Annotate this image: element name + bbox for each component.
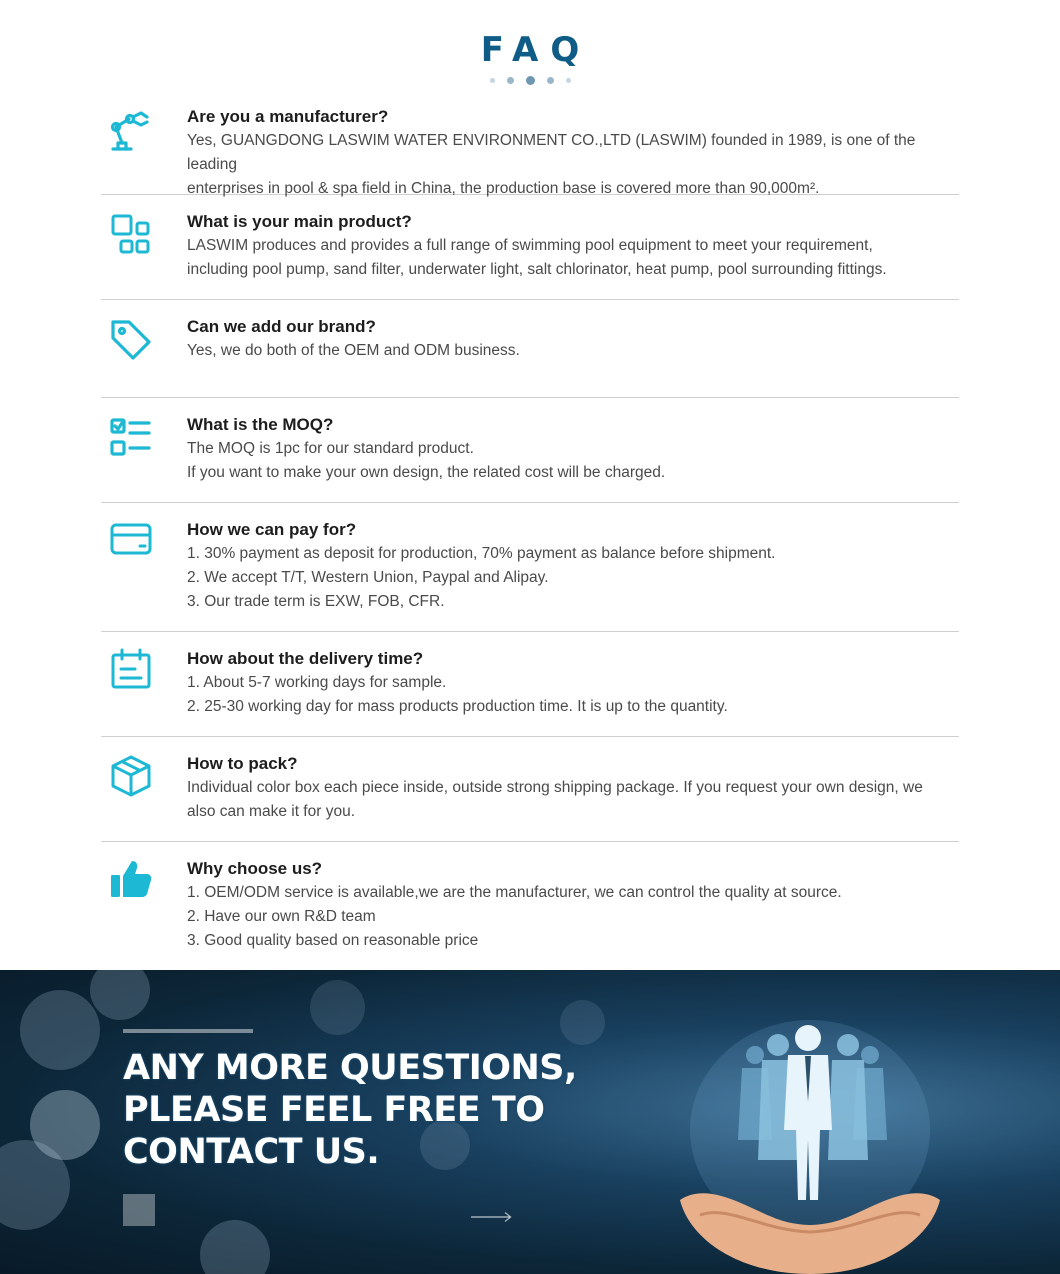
title-dots-decoration	[0, 76, 1060, 85]
banner-heading-line: CONTACT US.	[123, 1132, 380, 1172]
tag-icon	[109, 318, 153, 362]
faq-answer-line: 3. Good quality based on reasonable price	[187, 932, 479, 949]
faq-answer-line: 1. 30% payment as deposit for production, 70% payment as balance before shipment.	[187, 545, 776, 562]
banner-heading	[123, 1047, 583, 1173]
banner-accent-line	[123, 1029, 253, 1033]
banner-heading-line: ANY MORE QUESTIONS,	[123, 1048, 577, 1088]
faq-answer-line: enterprises in pool & spa field in China, the production base is covered more than 90,000m².	[187, 180, 820, 197]
faq-answer-line: Yes, GUANGDONG LASWIM WATER ENVIRONMENT CO.,LTD (LASWIM) founded in 1989, is one of the leading	[187, 132, 916, 173]
faq-item	[101, 195, 959, 300]
faq-list	[101, 95, 959, 971]
faq-question: What is your main product?	[187, 212, 412, 231]
faq-answer-line: 2. Have our own R&D team	[187, 908, 376, 925]
robot-arm-icon	[109, 109, 153, 153]
banner-square-button[interactable]	[123, 1194, 155, 1226]
checklist-icon	[109, 416, 153, 460]
faq-item	[101, 632, 959, 737]
business-figure-illustration	[660, 1010, 960, 1274]
faq-item	[101, 300, 959, 398]
faq-answer-line: 1. OEM/ODM service is available,we are the manufacturer, we can control the quality at source.	[187, 884, 842, 901]
faq-question: Why choose us?	[187, 859, 323, 878]
faq-question: Are you a manufacturer?	[187, 107, 389, 126]
page-title: FAQ	[480, 30, 592, 70]
faq-answer-line: also can make it for you.	[187, 803, 355, 820]
credit-card-icon	[109, 517, 153, 561]
bokeh-decoration	[30, 1090, 100, 1160]
bokeh-decoration	[20, 990, 100, 1070]
faq-answer-line: 3. Our trade term is EXW, FOB, CFR.	[187, 593, 445, 610]
faq-answer-line: Yes, we do both of the OEM and ODM business.	[187, 342, 520, 359]
faq-question: Can we add our brand?	[187, 317, 376, 336]
faq-item	[101, 398, 959, 503]
faq-answer-line: If you want to make your own design, the related cost will be charged.	[187, 464, 666, 481]
bokeh-decoration	[310, 980, 365, 1035]
contact-banner	[0, 970, 1060, 1274]
faq-answer-line: Individual color box each piece inside, outside strong shipping package. If you request your own design, we	[187, 779, 923, 796]
faq-answer-line: 2. We accept T/T, Western Union, Paypal and Alipay.	[187, 569, 549, 586]
bokeh-decoration	[90, 970, 150, 1020]
faq-answer-line: LASWIM produces and provides a full range of swimming pool equipment to meet your requirement,	[187, 237, 873, 254]
bokeh-decoration	[200, 1220, 270, 1274]
faq-item	[101, 737, 959, 842]
faq-item	[101, 503, 959, 632]
calendar-icon	[109, 647, 153, 691]
banner-heading-line: PLEASE FEEL FREE TO	[123, 1090, 545, 1130]
faq-question: How about the delivery time?	[187, 649, 424, 668]
faq-question: How we can pay for?	[187, 520, 357, 539]
bokeh-decoration	[560, 1000, 605, 1045]
faq-question: What is the MOQ?	[187, 415, 334, 434]
product-grid-icon	[109, 213, 153, 257]
faq-answer-line: The MOQ is 1pc for our standard product.	[187, 440, 474, 457]
faq-answer-line: 1. About 5-7 working days for sample.	[187, 674, 447, 691]
faq-header	[0, 30, 1060, 85]
arrow-right-icon[interactable]	[470, 1210, 512, 1222]
thumbs-up-icon	[109, 857, 153, 901]
package-box-icon	[109, 754, 153, 798]
faq-item	[101, 95, 959, 195]
faq-answer-line: including pool pump, sand filter, underwater light, salt chlorinator, heat pump, pool surrounding fittings.	[187, 261, 887, 278]
faq-answer-line: 2. 25-30 working day for mass products production time. It is up to the quantity.	[187, 698, 728, 715]
faq-question: How to pack?	[187, 754, 298, 773]
faq-item	[101, 842, 959, 971]
